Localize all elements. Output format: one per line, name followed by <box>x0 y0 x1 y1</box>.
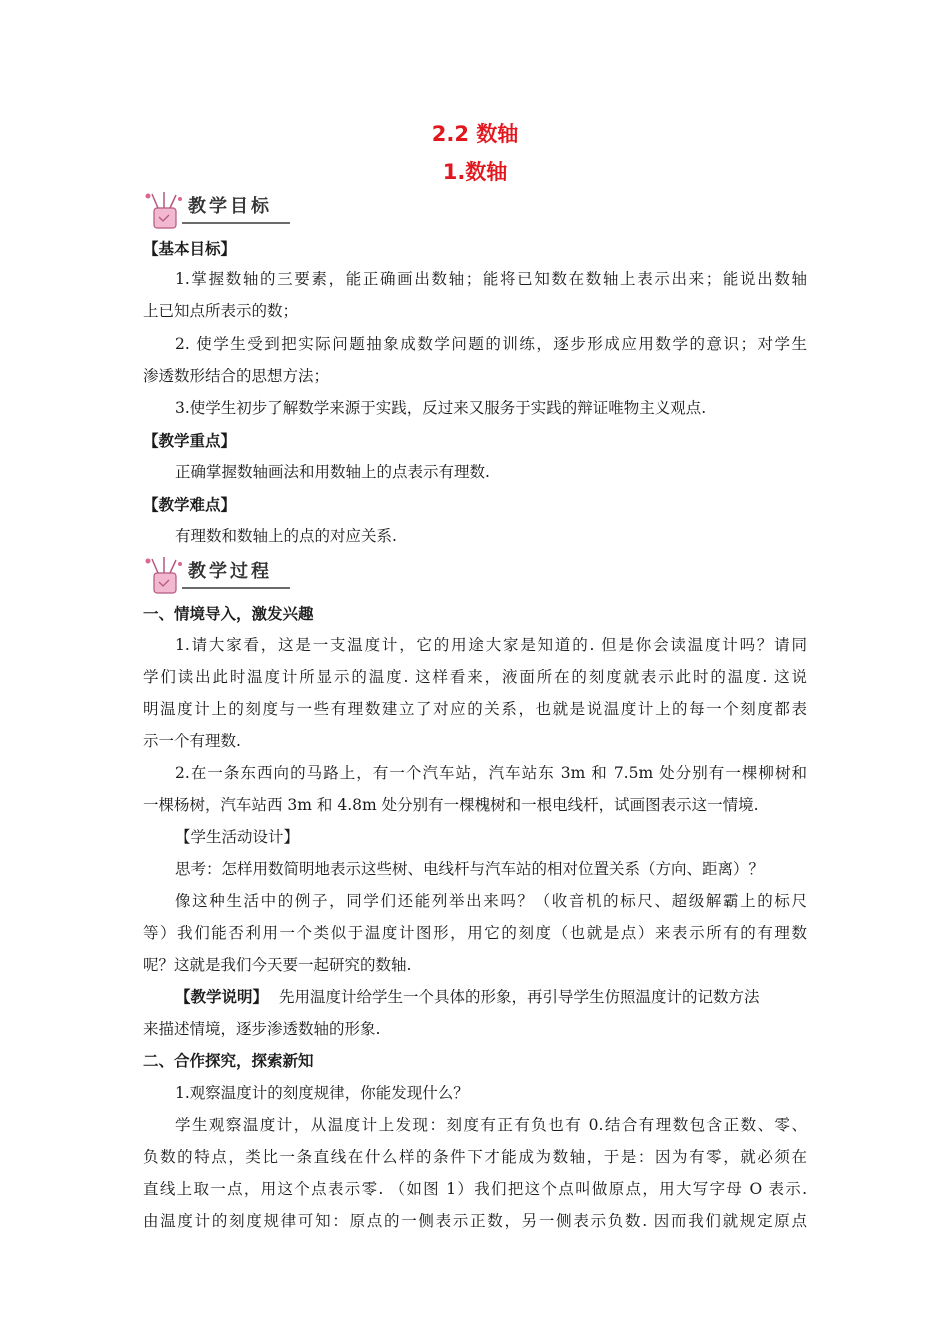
section-banner-process <box>142 555 292 597</box>
heading-section-one: 一、情境导入，激发兴趣 <box>143 604 314 623</box>
paragraph-line: 1.请大家看，这是一支温度计，它的用途大家是知道的. 但是你会读温度计吗？请同 <box>175 636 807 654</box>
paragraph-line: 1.掌握数轴的三要素，能正确画出数轴；能将已知数在数轴上表示出来；能说出数轴 <box>175 270 807 288</box>
paragraph-line: 有理数和数轴上的点的对应关系. <box>175 527 397 545</box>
paragraph-line: 一棵杨树，汽车站西 3m 和 4.8m 处分别有一棵槐树和一根电线杆，试画图表示这一情境. <box>143 796 759 814</box>
paragraph-line: 示一个有理数. <box>143 732 241 750</box>
teaching-note-label: 【教学说明】 <box>175 987 269 1006</box>
paragraph-line: 3.使学生初步了解数学来源于实践，反过来又服务于实践的辩证唯物主义观点. <box>175 399 707 417</box>
paragraph-line: 明温度计上的刻度与一些有理数建立了对应的关系，也就是说温度计上的每一个刻度都表 <box>143 700 807 718</box>
heading-basic-goals: 【基本目标】 <box>143 239 237 258</box>
paragraph-line: 来描述情境，逐步渗透数轴的形象. <box>143 1020 381 1038</box>
paragraph-line: 先用温度计给学生一个具体的形象，再引导学生仿照温度计的记数方法 <box>279 988 760 1006</box>
paragraph-line: 像这种生活中的例子，同学们还能列举出来吗？（收音机的标尺、超级解霸上的标尺 <box>175 892 807 910</box>
paragraph-line: 上已知点所表示的数； <box>143 302 299 320</box>
banner-label-goals: 教学目标 <box>188 196 272 217</box>
paragraph-line: 学们读出此时温度计所显示的温度. 这样看来，液面所在的刻度就表示此时的温度. 这说 <box>143 668 807 686</box>
banner-label-process: 教学过程 <box>188 561 272 582</box>
paragraph-line: 学生观察温度计，从温度计上发现：刻度有正有负也有 0.结合有理数包含正数、零、 <box>175 1116 807 1134</box>
paragraph-line: 负数的特点，类比一条直线在什么样的条件下才能成为数轴，于是：因为有零，就必须在 <box>143 1148 807 1166</box>
paragraph-line: 思考：怎样用数简明地表示这些树、电线杆与汽车站的相对位置关系（方向、距离）？ <box>175 860 765 878</box>
paragraph-line: 等）我们能否利用一个类似于温度计图形，用它的刻度（也就是点）来表示所有的有理数 <box>143 924 807 942</box>
activity-heading: 【学生活动设计】 <box>175 828 300 846</box>
heading-section-two: 二、合作探究，探索新知 <box>143 1051 314 1070</box>
paragraph-line: 渗透数形结合的思想方法； <box>143 367 330 385</box>
section-banner-goals <box>142 190 292 232</box>
heading-difficulties: 【教学难点】 <box>143 495 237 514</box>
paragraph-line: 直线上取一点，用这个点表示零. （如图 1）我们把这个点叫做原点，用大写字母 O 表示. <box>143 1180 807 1198</box>
page-subtitle: 1.数轴 <box>442 160 508 184</box>
paragraph-line: 2. 使学生受到把实际问题抽象成数学问题的训练，逐步形成应用数学的意识；对学生 <box>175 335 807 353</box>
paragraph-line: 由温度计的刻度规律可知：原点的一侧表示正数，另一侧表示负数. 因而我们就规定原点 <box>143 1212 807 1230</box>
page-title: 2.2 数轴 <box>431 122 519 146</box>
paragraph-line: 1.观察温度计的刻度规律，你能发现什么？ <box>175 1084 469 1102</box>
paragraph-line: 2.在一条东西向的马路上，有一个汽车站，汽车站东 3m 和 7.5m 处分别有一棵柳树和 <box>175 764 807 782</box>
paragraph-line: 正确掌握数轴画法和用数轴上的点表示有理数. <box>175 463 490 481</box>
heading-key-points: 【教学重点】 <box>143 431 237 450</box>
paragraph-line: 呢？这就是我们今天要一起研究的数轴. <box>143 956 412 974</box>
